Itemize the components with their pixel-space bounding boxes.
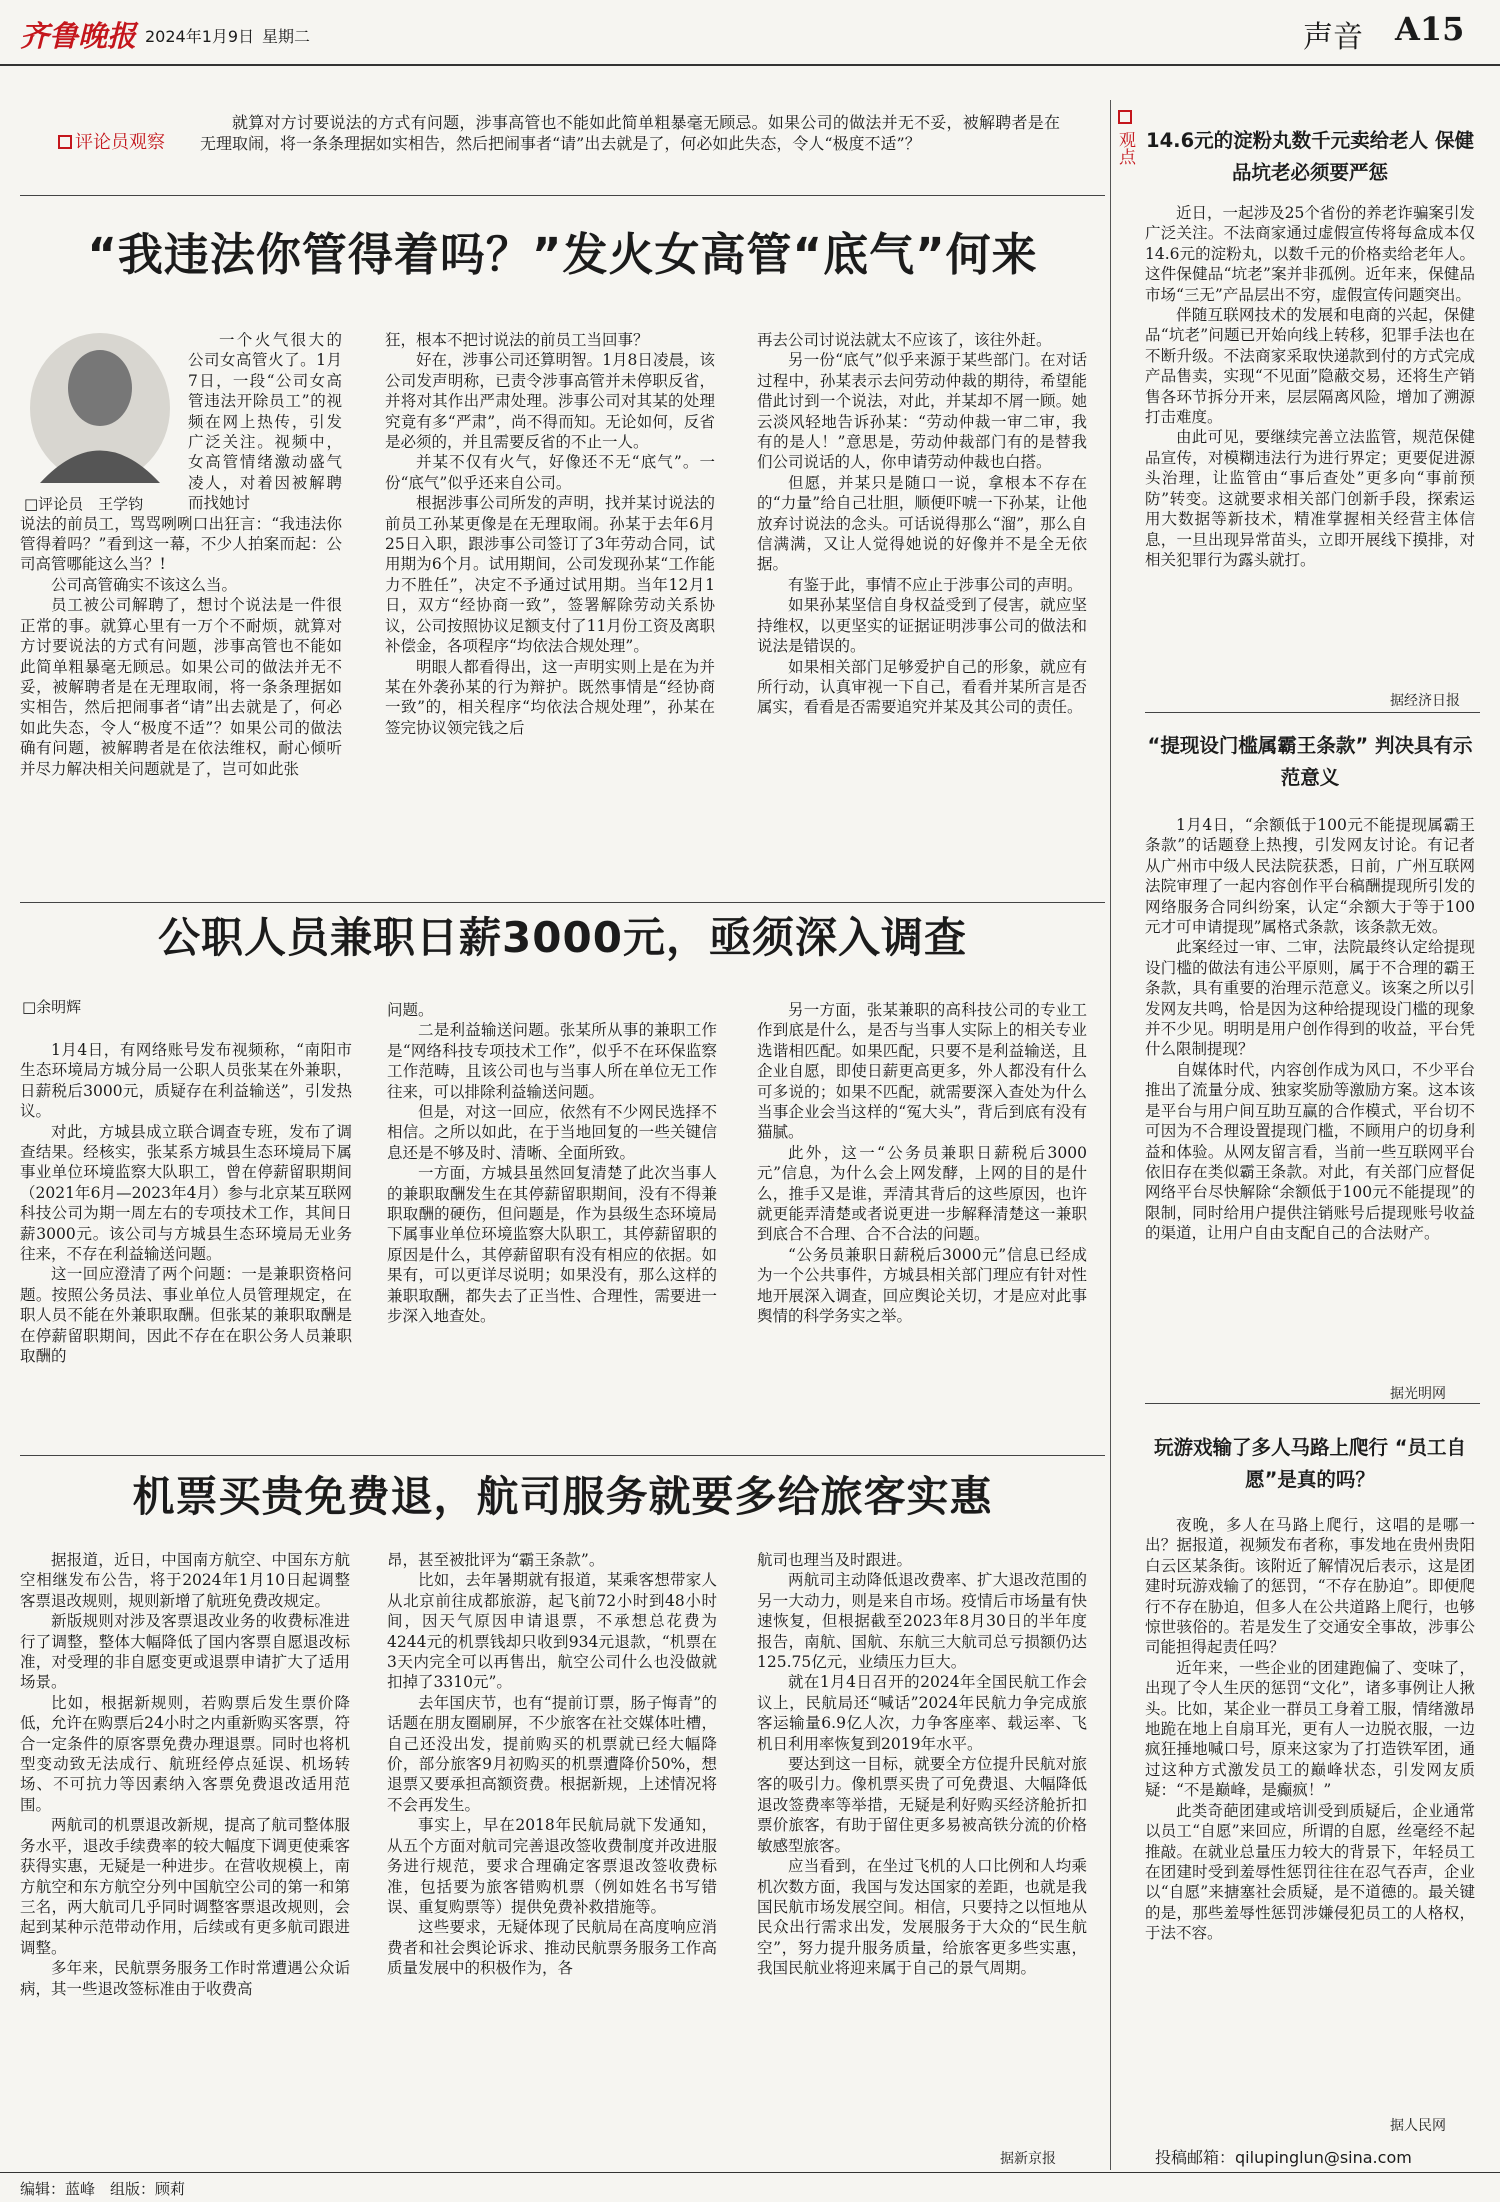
- right-1-title: 14.6元的淀粉丸数千元卖给老人 保健品坑老必须要严惩: [1146, 129, 1474, 184]
- r3-p2: 近年来，一些企业的团建跑偏了、变味了，出现了令人生厌的惩罚“文化”，诸多事例让人揪头。比如，某企业一群员工身着工服，情绪激昂地跪在地上自扇耳光，更有人一边脱衣服，一边疯狂捶地喊口号，原来这家为了打造铁军团，通过这种方式激发员工的巅峰状态，引发网友质疑：“不是巅峰，是癫疯！”: [1145, 1658, 1475, 1800]
- a1-p2: 说法的前员工，骂骂咧咧口出狂言：“我违法你管得着吗？”看到这一幕，不少人拍案而起：公司高管哪能这么当？!: [20, 514, 342, 574]
- a3-p10: 这些要求，无疑体现了民航局在高度响应消费者和社会舆论诉求、推动民航票务服务工作高质量发展中的积极作为，各: [387, 1918, 717, 1978]
- viewpoint-tag: [1112, 110, 1138, 165]
- a2-p10: “公务员兼职日薪税后3000元”信息已经成为一个公共事件，方城县相关部门理应有针对性地开展深入调查，回应舆论关切，才是应对此事舆情的科学务实之举。: [757, 1245, 1087, 1326]
- a3-p12: 两航司主动降低退改费率、扩大退改范围的另一大动力，则是来自市场。疫情后市场量有快速恢复，但根据截至2023年8月30日的半年度报告，南航、国航、东航三大航司总亏损额仍达125.75亿元，业绩压力巨大。: [757, 1571, 1087, 1672]
- footer-rule: [0, 2172, 1500, 2173]
- right-1-source: 据经济日报: [1390, 693, 1460, 709]
- section-name: 声音: [1303, 20, 1363, 55]
- a2-p9: 此外，这一“公务员兼职日薪税后3000元”信息，为什么会上网发酵，上网的目的是什么，推手又是谁，弄清其背后的这些原因，也许就更能弄清楚或者说更进一步解释清楚这一兼职到底合不合理、合不合法的问题。: [757, 1143, 1087, 1244]
- article-2-col-3: [757, 1000, 1087, 1455]
- r1-p3: 由此可见，要继续完善立法监管，规范保健品宣传，对模糊违法行为进行界定；更要促进源头治理，让监管由“事后查处”更多向“事前预防”转变。这就要求相关部门创新手段，探索运用大数据等新技术，精准掌握相关经营主体信息，一旦出现异常苗头，立即开展线下摸排，对相关犯罪行为露头就打。: [1145, 428, 1475, 569]
- right-2-body: [1145, 815, 1475, 1385]
- article-2-byline: □余明辉: [22, 998, 82, 1016]
- a2-p1: 1月4日，有网络账号发布视频称，“南阳市生态环境局方城分局一公职人员张某在外兼职，日薪税后3000元，质疑存在利益输送”，引发热议。: [20, 1041, 352, 1121]
- a2-p5: 二是利益输送问题。张某所从事的兼职工作是“网络科技专项技术工作”，似乎不在环保监察工作范畴，且该公司也与当事人所在单位无工作往来，可以排除利益输送问题。: [387, 1021, 717, 1101]
- viewpoint-label: 观点: [1115, 131, 1135, 165]
- a2-p7: 一方面，方城县虽然回复清楚了此次当事人的兼职取酬发生在其停薪留职期间，没有不得兼职取酬的硬伤，但问题是，作为县级生态环境局下属事业单位环境监察大队职工，其停薪留职的原因是什么，其停薪留职有没有相应的依据。如果有，可以更详尽说明；如果没有，那么这样的兼职取酬，都失去了正当性、合理性，需要进一步深入地查处。: [387, 1164, 717, 1326]
- article-1-col-2: [385, 330, 715, 910]
- right-3-source: 据人民网: [1390, 2118, 1446, 2134]
- article-2-divider: [20, 1455, 1105, 1456]
- article-1-divider: [20, 902, 1105, 903]
- a2-p3: 这一回应澄清了两个问题：一是兼职资格问题。按照公务员法、事业单位人员管理规定，在职人员不能在外兼职取酬。但张某的兼职取酬是在停薪留职期间，因此不存在在职公务人员兼职取酬的: [20, 1265, 352, 1366]
- a3-p9: 事实上，早在2018年民航局就下发通知，从五个方面对航司完善退改签收费制度并改进服务进行规范，要求合理确定客票退改签收费标准，包括要为旅客错购机票（例如姓名书写错误、重复购票等）提供免费补救措施等。: [387, 1816, 717, 1916]
- email-address[interactable]: qilupinglun@sina.com: [1235, 2148, 1412, 2167]
- article-1-title: “我违法你管得着吗？”发火女高管“底气”何来: [87, 228, 1038, 281]
- a1-p3: 公司高管确实不该这么当。: [51, 575, 238, 594]
- a3-p11: 航司也理当及时跟进。: [757, 1551, 913, 1569]
- a1-p9: 明眼人都看得出，这一声明实则上是在为并某在外袭孙某的行为辩护。既然事情是“经协商一致”的，相关程序“均依法合规处理”，孙某在签完协议领完钱之后: [385, 657, 715, 737]
- intro-text: 就算对方讨要说法的方式有问题，涉事高管也不能如此简单粗暴毫无顾忌。如果公司的做法并无不妥，被解聘者是在无理取闹，将一条条理据如实相告，然后把闹事者“请”出去就是了，何必如此失态，令人“极度不适”？: [200, 113, 1060, 153]
- a1-p10: 再去公司讨说法就太不应该了，该往外赶。: [757, 331, 1052, 349]
- page-number: A15: [1395, 10, 1465, 48]
- email-label: 投稿邮箱：: [1155, 2148, 1236, 2167]
- article-2-col-1: [20, 1040, 352, 1455]
- page-header: [0, 0, 1500, 66]
- a3-p3: 比如，根据新规则，若购票后发生票价降低，允许在购票后24小时之内重新购买客票，符合一定条件的原客票免费办理退票。同时也将机型变动致无法成行、航班经停点延误、机场转场、不可抗力等因素纳入客票免费退改适用范围。: [20, 1693, 350, 1814]
- r2-p3: 自媒体时代，内容创作成为风口，不少平台推出了流量分成、独家奖励等激励方案。这本该是平台与用户间互助互赢的合作模式，平台切不可因为不合理设置提现门槛，不顾用户的切身利益和体验。从网友留言看，当前一些互联网平台依旧存在类似霸王条款。对此，有关部门应督促网络平台尽快解除“余额低于100元不能提现”的限制，同时给用户提供注销账号后提现账号收益的渠道，让用户自由支配自己的合法财产。: [1145, 1060, 1475, 1243]
- article-3-col-3: [757, 1550, 1087, 2140]
- right-1-body: [1145, 203, 1475, 708]
- a1-p7: 并某不仅有火气，好像还不无“底气”。一份“底气”似乎还来自公司。: [385, 453, 715, 492]
- a1-p5: 狂，根本不把讨说法的前员工当回事？: [385, 331, 649, 349]
- a1-p8: 根据涉事公司所发的声明，找并某讨说法的前员工孙某更像是在无理取闹。孙某于去年6月25日入职，跟涉事公司签订了3年劳动合同，试用期为6个月。试用期间，公司发现孙某“工作能力不胜任”，决定不予通过试用期。当年12月1日，双方“经协商一致”，签署解除劳动关系协议，公司按照协议足额支付了11月份工资及离职补偿金，各项程序“均依法合规处理”。: [385, 494, 715, 656]
- article-2-col-2: [387, 1000, 717, 1455]
- a1-p13: 有鉴于此，事情不应止于涉事公司的声明。: [788, 575, 1083, 594]
- intro-tag: [58, 128, 165, 154]
- right-divider-2: [1145, 1403, 1480, 1404]
- r3-p3: 此类奇葩团建或培训受到质疑后，企业通常以员工“自愿”来回应，所谓的自愿，丝毫经不起推敲。在就业总量压力较大的背景下，年轻员工在团建时受到羞辱性惩罚往往在忍气吞声，企业以“自愿”来搪塞社会质疑，是不道德的。最关键的是，那些羞辱性惩罚涉嫌侵犯员工的人格权，于法不容。: [1145, 1801, 1475, 1943]
- intro-divider: [20, 195, 1105, 196]
- a1-p6: 好在，涉事公司还算明智。1月8日凌晨，该公司发声明称，已责令涉事高管并未停职反省，并将对其作出严肃处理。涉事公司对其某的处理究竟有多“严肃”，尚不得而知。无论如何，反省是必须的，并且需要反省的不止一人。: [385, 351, 715, 452]
- article-3-col-2: [387, 1550, 717, 2146]
- r2-p2: 此案经过一审、二审，法院最终认定给提现设门槛的做法有违公平原则，属于不合理的霸王条款，具有重要的治理示范意义。该案之所以引发网友共鸣，恰是因为这种给提现设门槛的现象并不少见。明明是用户创作得到的收益，平台凭什么限制提现？: [1145, 938, 1475, 1059]
- article-3-col-1: [20, 1550, 350, 2146]
- article-1-col-3: [757, 330, 1087, 910]
- a1-p1: 一个火气很大的公司女高管火了。1月7日，一段“公司女高管违法开除员工”的视频在网上热传，引发广泛关注。视频中，女高管情绪激动盛气凌人，对着因被解聘而找她讨: [188, 331, 342, 513]
- right-2-source: 据光明网: [1390, 1386, 1446, 1402]
- a3-p8: 去年国庆节，也有“提前订票，肠子悔青”的话题在朋友圈刷屏，不少旅客在社交媒体吐槽，自己还没出发，提前购买的机票就已经大幅降价，部分旅客9月初购买的机票遭降价50%，想退票又要承担高额资费。根据新规，上述情况将不会再发生。: [387, 1693, 717, 1814]
- a1-p11: 另一份“底气”似乎来源于某些部门。在对话过程中，孙某表示去问劳动仲裁的期待，希望能借此讨到一个说法，对此，并某却不屑一顾。她云淡风轻地告诉孙某：“劳动仲裁一审二审，我有的是人！”意思是，劳动仲裁部门有的是替我们公司说话的人，你申请劳动仲裁也白搭。: [757, 351, 1087, 472]
- article-1-col-1: [20, 330, 342, 910]
- a1-p12: 但愿，并某只是随口一说，拿根本不存在的“力量”给自己壮胆，顺便吓唬一下孙某，让他放弃讨说法的念头。可话说得那么“溜”，那么自信满满，又让人觉得她说的好像并不是全无依据。: [757, 473, 1087, 574]
- article-2-title: 公职人员兼职日薪3000元，亟须深入调查: [158, 913, 967, 962]
- r1-p1: 近日，一起涉及25个省份的养老诈骗案引发广泛关注。不法商家通过虚假宣传将每盒成本仅14.6元的淀粉丸，以数千元的价格卖给老年人。这件保健品“坑老”案并非孤例。近年来，保健品市场“三无”产品层出不穷，虚假宣传问题突出。: [1145, 204, 1475, 304]
- a1-p14: 如果孙某坚信自身权益受到了侵害，就应坚持维权，以更坚实的证据证明涉事公司的做法和说法是错误的。: [757, 596, 1087, 656]
- tag-box-icon: [58, 135, 72, 149]
- a3-p1: 据报道，近日，中国南方航空、中国东方航空相继发布公告，将于2024年1月10日起调整客票退改规则，规则新增了航班免费改规定。: [20, 1551, 350, 1610]
- r2-p1: 1月4日，“余额低于100元不能提现属霸王条款”的话题登上热搜，引发网友讨论。有记者从广州市中级人民法院获悉，日前，广州互联网法院审理了一起内容创作平台稿酬提现所引发的网络服务合同纠纷案，认定“余额大于等于100元才可申请提现”属格式条款，该条款无效。: [1145, 816, 1475, 937]
- article-3-title: 机票买贵免费退，航司服务就要多给旅客实惠: [132, 1472, 993, 1521]
- a3-p4: 两航司的机票退改新规，提高了航司整体服务水平，退改手续费率的较大幅度下调更使乘客获得实惠，无疑是一种进步。在营收规模上，南方航空和东方航空分列中国航空公司的第一和第三名，两大航司几乎同时调整客票退改规则，会起到某种示范带动作用，后续或有更多航司跟进调整。: [20, 1816, 350, 1957]
- submission-email: [1155, 2145, 1412, 2168]
- right-2-title: “提现设门槛属霸王条款” 判决具有示范意义: [1147, 734, 1473, 789]
- right-divider-1: [1145, 712, 1480, 713]
- a3-p13: 就在1月4日召开的2024年全国民航工作会议上，民航局还“喊话”2024年民航力争完成旅客运输量6.9亿人次，力争客座率、载运率、飞机日利用率恢复到2019年水平。: [757, 1673, 1087, 1753]
- a3-p7: 比如，去年暑期就有报道，某乘客想带家人从北京前往成都旅游，起飞前72小时到48小时间，因天气原因申请退票，不承想总花费为4244元的机票钱却只收到934元退款，“机票在3天内完全可以再售出，航空公司什么也没做就扣掉了3310元”。: [387, 1571, 717, 1692]
- viewpoint-box-icon: [1118, 110, 1132, 124]
- a2-p8: 另一方面，张某兼职的高科技公司的专业工作到底是什么，是否与当事人实际上的相关专业选谐相匹配。如果匹配，只要不是利益输送，且企业自愿，即使日薪更高更多，外人都没有什么可多说的；如果不匹配，就需要深入查处为什么当事企业会当这样的“冤大头”，背后到底有没有猫腻。: [757, 1001, 1087, 1142]
- right-3-title: 玩游戏输了多人马路上爬行 “员工自愿”是真的吗？: [1153, 1436, 1467, 1491]
- a3-p5: 多年来，民航票务服务工作时常遭遇公众诟病，其一些退改签标准由于收费高: [20, 1959, 350, 1998]
- a3-p14: 要达到这一目标，就要全方位提升民航对旅客的吸引力。像机票买贵了可免费退、大幅降低退改签费率等举措，无疑是利好购买经济舱折扣票价旅客，有助于留住更多易被高铁分流的价格敏感型旅客。: [757, 1755, 1087, 1855]
- right-3-body: [1145, 1515, 1475, 2160]
- a2-p4: 问题。: [387, 1001, 434, 1019]
- issue-date: 2024年1月9日: [145, 27, 255, 46]
- r3-p1: 夜晚，多人在马路上爬行，这唱的是哪一出？据报道，视频发布者称，事发地在贵州贵阳白云区某条街。该附近了解情况后表示，这是团建时玩游戏输了的惩罚，“不存在胁迫”。即便爬行不存在胁迫，但多人在公共道路上爬行，也够惊世骇俗的。若是发生了交通安全事故，涉事公司能担得起责任吗？: [1145, 1516, 1475, 1657]
- footer-credits: 编辑：蓝峰 组版：顾莉: [20, 2180, 186, 2198]
- a1-p15: 如果相关部门足够爱护自己的形象，就应有所行动，认真审视一下自己，看看并某所言是否属实，看看是否需要追究并某及其公司的责任。: [757, 657, 1087, 717]
- a3-p2: 新版规则对涉及客票退改业务的收费标准进行了调整，整体大幅降低了国内客票自愿退改标准，对受理的非自愿变更或退票申请扩大了适用场景。: [20, 1612, 350, 1692]
- r1-p2: 伴随互联网技术的发展和电商的兴起，保健品“坑老”问题已开始向线上转移，犯罪手法也在不断升级。不法商家采取快递款到付的方式完成产品售卖，实现“不见面”隐蔽交易，还将生产销售各环节拆分开来，层层隔离风险，增加了溯源打击难度。: [1145, 306, 1475, 427]
- masthead-logo: 齐鲁晚报: [20, 19, 137, 53]
- a1-p4: 员工被公司解聘了，想讨个说法是一件很正常的事。就算心里有一万个不耐烦，就算对方讨要说法的方式有问题，涉事高管也不能如此简单粗暴毫无顾忌。如果公司的做法并无不妥，被解聘者是在无理取闹，将一条条理据如实相告，然后把闹事者“请”出去就是了，何必如此失态，令人“极度不适”？如果公司的做法确有问题，被解聘者是在依法维权，耐心倾听并尽力解决相关问题就是了，岂可如此张: [20, 596, 342, 778]
- right-column-rule: [1110, 100, 1111, 2170]
- a2-p2: 对此，方城县成立联合调查专班，发布了调查结果。经核实，张某系方城县生态环境局下属事业单位环境监察大队职工，曾在停薪留职期间（2021年6月—2023年4月）参与北京某互联网科技公司为期一周左右的专项技术工作，其间日薪3000元。该公司与方城县生态环境局无业务往来，不存在利益输送问题。: [20, 1122, 352, 1264]
- a2-p6: 但是，对这一回应，依然有不少网民选择不相信。之所以如此，在于当地回复的一些关键信息还是不够及时、清晰、全面所致。: [387, 1103, 717, 1162]
- weekday: 星期二: [262, 27, 311, 46]
- a3-p15: 应当看到，在坐过飞机的人口比例和人均乘机次数方面，我国与发达国家的差距，也就是我国民航市场发展空间。相信，只要持之以恒地从民众出行需求出发，发展服务于大众的“民生航空”，努力提升服务质量，给旅客更多些实惠，我国民航业将迎来属于自己的景气周期。: [757, 1857, 1087, 1978]
- article-3-source: 据新京报: [1000, 2151, 1056, 2167]
- a3-p6: 昂，甚至被批评为“霸王条款”。: [387, 1551, 605, 1569]
- article-1-byline: □评论员 王学钧: [24, 495, 144, 513]
- intro-tag-label: 评论员观察: [75, 132, 165, 153]
